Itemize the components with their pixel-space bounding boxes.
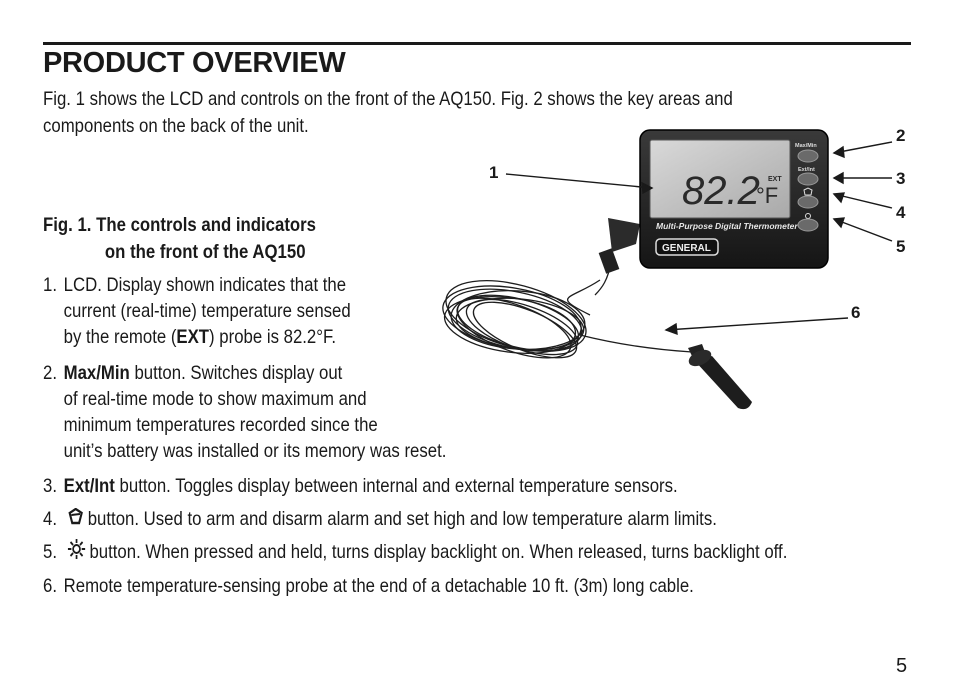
- alarm-button[interactable]: [798, 196, 818, 208]
- max-min-button[interactable]: [798, 150, 818, 162]
- list-item-text: unit’s battery was installed or its memory was reset.: [63, 440, 447, 462]
- text-fragment: ) probe is 82.2°F.: [209, 326, 337, 348]
- list-item-number: 3.: [43, 475, 57, 497]
- list-item-text: button. When pressed and held, turns display backlight on. When released, turns backlight off.: [89, 541, 788, 563]
- ext-int-button[interactable]: [798, 173, 818, 185]
- list-item-text: Remote temperature-sensing probe at the end of a detachable 10 ft. (3m) long cable.: [63, 575, 694, 597]
- list-item-2: [43, 360, 446, 464]
- remote-probe: [686, 344, 752, 409]
- ext-bold: EXT: [176, 326, 210, 348]
- ext-int-label: Ext/Int: [798, 167, 815, 173]
- backlight-sun-icon: [67, 539, 86, 566]
- page-title: PRODUCT OVERVIEW: [43, 47, 346, 79]
- list-item-3: [43, 473, 678, 499]
- list-item-number: 5.: [43, 541, 57, 563]
- product-figure: [430, 120, 920, 420]
- list-item-text: of real-time mode to show maximum and: [63, 388, 367, 410]
- lcd-reading: 82.2: [682, 169, 760, 213]
- backlight-button[interactable]: [798, 219, 818, 231]
- lcd-unit: °F: [756, 183, 779, 208]
- list-item-5: [43, 539, 787, 566]
- list-item-text: button. Used to arm and disarm alarm and set high and low temperature alarm limits.: [87, 508, 717, 530]
- list-item-4: [43, 506, 717, 533]
- intro-line-1: Fig. 1 shows the LCD and controls on the front of the AQ150. Fig. 2 shows the key areas and: [43, 88, 733, 110]
- probe-cable: [438, 262, 692, 370]
- list-item-number: 4.: [43, 508, 57, 530]
- cable-jack: [599, 218, 640, 274]
- callout-5: 5: [896, 237, 906, 256]
- thermometer-unit: [640, 130, 828, 268]
- lcd-ext-tag: EXT: [768, 176, 782, 183]
- brand-name: GENERAL: [662, 243, 711, 254]
- figure-caption: [43, 212, 316, 266]
- callout-3: 3: [896, 169, 906, 188]
- ext-int-bold: Ext/Int: [63, 475, 115, 497]
- intro-line-2: components on the back of the unit.: [43, 115, 309, 137]
- panel-label: Multi-Purpose Digital Thermometer: [656, 221, 798, 231]
- list-item-number: 2.: [43, 362, 57, 384]
- list-item-text: LCD. Display shown indicates that the: [63, 274, 347, 296]
- list-item-text: current (real-time) temperature sensed: [63, 300, 351, 322]
- list-item-6: [43, 573, 694, 599]
- list-item-1: [43, 272, 351, 350]
- max-min-bold: Max/Min: [63, 362, 130, 384]
- list-item-text: minimum temperatures recorded since the: [63, 414, 378, 436]
- text-fragment: by the remote (: [63, 326, 177, 348]
- list-item-text: button. Toggles display between internal and external temperature sensors.: [114, 475, 678, 497]
- page-number: 5: [896, 655, 908, 677]
- figure-caption-line-1: Fig. 1. The controls and indicators: [43, 214, 317, 236]
- list-item-text: button. Switches display out: [129, 362, 343, 384]
- figure-caption-line-2: on the front of the AQ150: [104, 241, 306, 263]
- callout-4: 4: [896, 203, 906, 222]
- top-rule: [43, 42, 911, 45]
- callout-2: 2: [896, 126, 906, 145]
- alarm-bell-icon: [67, 507, 84, 533]
- callout-6: 6: [851, 303, 861, 322]
- callout-1: 1: [489, 163, 499, 182]
- list-item-number: 6.: [43, 575, 57, 597]
- list-item-text: [43, 324, 351, 350]
- list-item-number: 1.: [43, 274, 57, 296]
- max-min-label: Max/Min: [795, 143, 817, 149]
